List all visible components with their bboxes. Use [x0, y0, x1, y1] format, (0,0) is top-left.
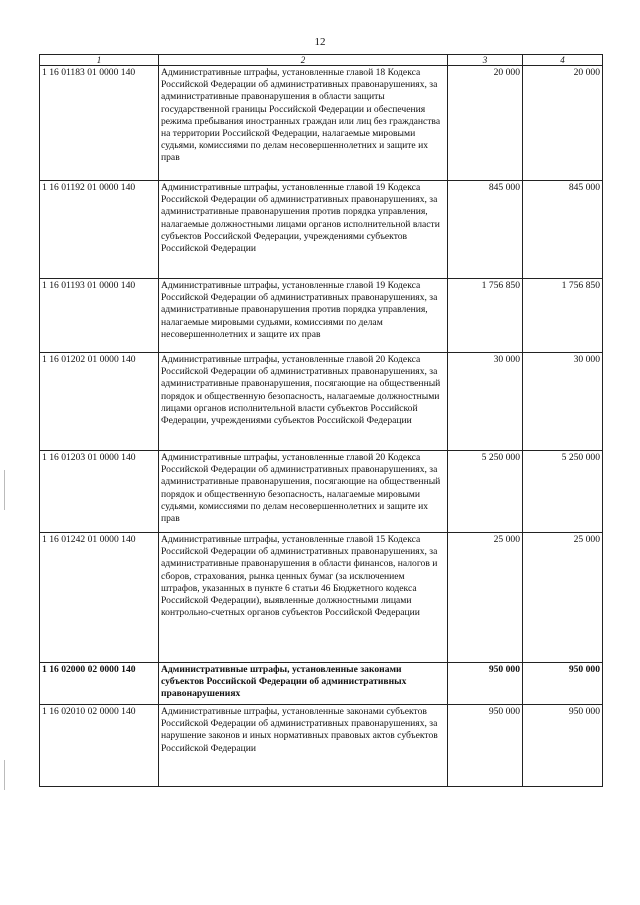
budget-revenue-table: [39, 54, 603, 787]
table-row: [40, 705, 603, 787]
amount-cell-col4: 845 000: [523, 181, 603, 279]
amount-cell-col3: 950 000: [448, 663, 523, 705]
scan-edge-mark: [4, 470, 5, 510]
description-cell: Административные штрафы, установленные законами субъектов Российской Федерации об административных правонарушениях, за нарушение законов и иных нормативных правовых актов субъектов Российской Федерации: [159, 705, 448, 787]
budget-code-cell: 1 16 01202 01 0000 140: [40, 353, 159, 451]
budget-code-cell: 1 16 01193 01 0000 140: [40, 279, 159, 353]
description-cell: Административные штрафы, установленные главой 20 Кодекса Российской Федерации об административных правонарушениях, за административные правонарушения, посягающие на общественный порядок и общественную безопасность, налагаемые мировыми судьями, комиссиями по делам несовершеннолетних и защите их прав: [159, 451, 448, 533]
amount-cell-col4: 5 250 000: [523, 451, 603, 533]
column-number-3: 3: [448, 55, 523, 66]
page-number: 12: [314, 36, 326, 48]
amount-cell-col4: 950 000: [523, 705, 603, 787]
description-cell: Административные штрафы, установленные главой 19 Кодекса Российской Федерации об административных правонарушениях, за административные правонарушения против порядка управления, налагаемые должностными лицами органов исполнительной власти субъектов Российской Федерации, учреждениями субъектов Российской Федерации: [159, 181, 448, 279]
description-cell: Административные штрафы, установленные главой 20 Кодекса Российской Федерации об административных правонарушениях, за административные правонарушения, посягающие на общественный порядок и общественную безопасность, налагаемые должностными лицами органов исполнительной власти субъектов Российской Федерации, учреждениями субъектов Российской Федерации: [159, 353, 448, 451]
scan-edge-mark: [4, 760, 5, 790]
amount-cell-col3: 845 000: [448, 181, 523, 279]
amount-cell-col4: 20 000: [523, 66, 603, 181]
table-row: [40, 451, 603, 533]
column-number-4: 4: [523, 55, 603, 66]
amount-cell-col4: 950 000: [523, 663, 603, 705]
column-number-2: 2: [159, 55, 448, 66]
table-row: [40, 533, 603, 663]
amount-cell-col4: 1 756 850: [523, 279, 603, 353]
budget-code-cell: 1 16 01242 01 0000 140: [40, 533, 159, 663]
table-row: [40, 663, 603, 705]
table-row: [40, 279, 603, 353]
amount-cell-col3: 1 756 850: [448, 279, 523, 353]
amount-cell-col4: 25 000: [523, 533, 603, 663]
table-row: [40, 353, 603, 451]
description-cell: Административные штрафы, установленные главой 18 Кодекса Российской Федерации об административных правонарушениях, за административные правонарушения в области защиты государственной границы Российской Федерации и обеспечения режима пребывания иностранных граждан или лиц без гражданства на территории Российской Федерации, налагаемые мировыми судьями, комиссиями по делам несовершеннолетних и защите их прав: [159, 66, 448, 181]
amount-cell-col3: 25 000: [448, 533, 523, 663]
budget-code-cell: 1 16 01183 01 0000 140: [40, 66, 159, 181]
amount-cell-col4: 30 000: [523, 353, 603, 451]
description-cell: Административные штрафы, установленные главой 15 Кодекса Российской Федерации об административных правонарушениях, за административные правонарушения в области финансов, налогов и сборов, страхования, рынка ценных бумаг (за исключением штрафов, указанных в пункте 6 статьи 46 Бюджетного кодекса Российской Федерации), выявленные должностными лицами контрольно-счетных органов субъектов Российской Федерации: [159, 533, 448, 663]
table-row: [40, 181, 603, 279]
table-row: [40, 66, 603, 181]
budget-code-cell: 1 16 02000 02 0000 140: [40, 663, 159, 705]
amount-cell-col3: 5 250 000: [448, 451, 523, 533]
budget-code-cell: 1 16 02010 02 0000 140: [40, 705, 159, 787]
table-body: [40, 66, 603, 787]
column-number-1: 1: [40, 55, 159, 66]
column-number-row: [40, 55, 603, 66]
description-cell: Административные штрафы, установленные главой 19 Кодекса Российской Федерации об административных правонарушениях, за административные правонарушения против порядка управления, налагаемые мировыми судьями, комиссиями по делам несовершеннолетних и защите их прав: [159, 279, 448, 353]
amount-cell-col3: 30 000: [448, 353, 523, 451]
budget-code-cell: 1 16 01203 01 0000 140: [40, 451, 159, 533]
amount-cell-col3: 950 000: [448, 705, 523, 787]
budget-code-cell: 1 16 01192 01 0000 140: [40, 181, 159, 279]
amount-cell-col3: 20 000: [448, 66, 523, 181]
description-cell: Административные штрафы, установленные законами субъектов Российской Федерации об административных правонарушениях: [159, 663, 448, 705]
